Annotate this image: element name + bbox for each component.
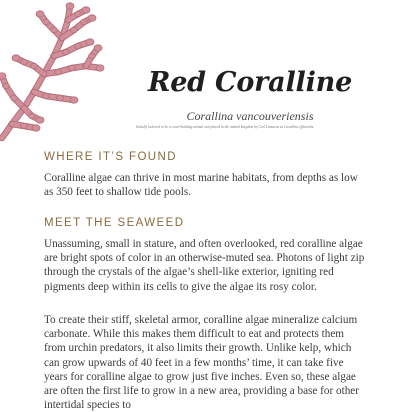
seaweed-segment <box>21 59 28 65</box>
seaweed-branch-highlight <box>16 58 44 74</box>
section-heading-where-found: WHERE IT’S FOUND <box>44 151 177 163</box>
section-paragraph: To create their stiff, skeletal armor, coralline algae mineralize calcium carbonate. While this makes them difficult to eat and protects them from urchin predators, it also limits their growth. Unlike kelp, which can grow upwards of 40 feet in a few months’ time, it can take five years for coralline algae to grow just five inches. Even so, these algae are often the first life to grow in a new area, providing a base for other intertidal species to <box>44 314 359 412</box>
seaweed-segment <box>69 65 76 71</box>
tagline: Initially believed to be a coral-building animal and placed in the animal kingdom by Carl Linnaeus as Corallina officinalis. <box>135 125 315 129</box>
seaweed-segment <box>89 53 96 59</box>
seaweed-branch-highlight <box>40 14 62 38</box>
seaweed-segment <box>75 43 82 49</box>
seaweed-segment <box>36 117 44 123</box>
seaweed-segment <box>43 19 50 25</box>
seaweed-segment <box>36 11 44 17</box>
seaweed-segment <box>12 55 20 61</box>
seaweed-segment <box>75 11 82 17</box>
coralline-seaweed-illustration <box>0 0 112 142</box>
seaweed-segment <box>70 97 78 103</box>
seaweed-segment <box>55 69 62 75</box>
seaweed-segment <box>63 49 70 55</box>
seaweed-segment <box>11 95 18 101</box>
seaweed-segment <box>0 73 6 79</box>
section-heading-meet-seaweed: MEET THE SEAWEED <box>44 217 185 229</box>
seaweed-segment <box>94 45 102 51</box>
seaweed-segment <box>81 19 88 25</box>
section-paragraph: Unassuming, small in stature, and often overlooked, red coralline algae are bright spots of color in an otherwise-muted sea. Photons of light zip through the crystals of the algae’s shell-like exterior, igniting red pigments deep within its cells to give the algae its rosy color. <box>44 238 365 293</box>
seaweed-segment <box>57 95 64 101</box>
seaweed-segment <box>66 3 74 9</box>
seaweed-segment <box>29 113 36 119</box>
seaweed-segment <box>31 63 38 69</box>
seaweed-segment <box>71 27 78 33</box>
seaweed-segment <box>86 39 94 45</box>
seaweed-segment <box>32 125 40 131</box>
section-paragraph: Coralline algae can thrive in most marine habitats, from depths as low as 350 feet to shallow tide pools. <box>44 172 358 199</box>
seaweed-segment <box>88 15 96 21</box>
seaweed-segment <box>51 27 58 33</box>
scientific-name: Corallina vancouveriensis <box>186 109 314 123</box>
seaweed-segment <box>82 7 90 13</box>
seaweed-segment <box>43 93 50 99</box>
seaweed-segment <box>3 83 10 89</box>
seaweed-segment <box>21 123 28 129</box>
page-title: Red Coralline <box>147 67 353 98</box>
